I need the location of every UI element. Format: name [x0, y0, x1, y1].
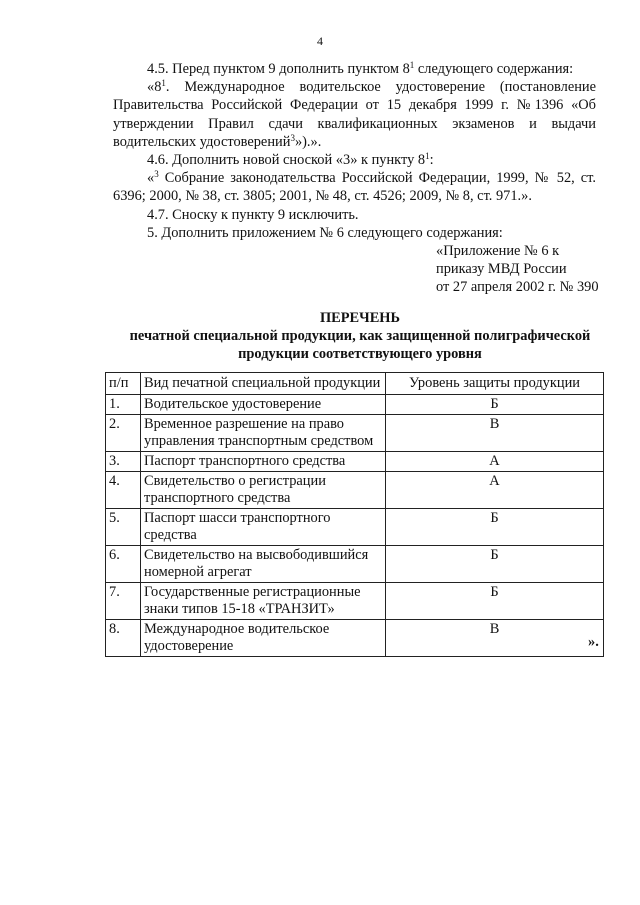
row-product: Свидетельство на высвободившийся номерной агрегат	[141, 546, 386, 583]
table-row	[106, 620, 604, 657]
row-product: Паспорт транспортного средства	[141, 452, 386, 472]
footnote-ref: 3	[290, 132, 295, 143]
text-run: «8	[147, 79, 162, 96]
row-number: 6.	[106, 546, 141, 583]
list-subtitle-line-2: продукции соответствующего уровня	[238, 346, 482, 362]
text-run: «	[147, 170, 155, 187]
superscript: 1	[409, 60, 415, 70]
row-number: 2.	[106, 415, 141, 452]
row-number: 4.	[106, 472, 141, 509]
page-number: 4	[317, 34, 323, 48]
text-run: :	[429, 152, 434, 169]
text-run: следующего содержания:	[414, 61, 574, 77]
superscript: 3	[154, 169, 159, 180]
amendment-text	[113, 60, 596, 242]
text-run: 4.5. Перед пунктом 9 дополнить пунктом 8	[147, 61, 410, 77]
row-level: Б	[386, 546, 604, 583]
text-run: Собрание законодательства Российской Федерации, 1999, № 52, ст. 6396; 2000, № 38, ст. 3805; 2001, № 48, ст. 4526; 2009, № 8, ст. 971.».	[113, 170, 596, 205]
row-level: В	[386, 620, 604, 657]
text-run: 4.6. Дополнить новой сноской «3» к пункту 8	[147, 152, 426, 169]
row-number: 8.	[106, 620, 141, 657]
row-level: Б	[386, 583, 604, 620]
row-level: А	[386, 472, 604, 509]
row-product: Временное разрешение на право управления транспортным средством	[141, 415, 386, 452]
table-row	[106, 509, 604, 546]
row-level: А	[386, 452, 604, 472]
table-row	[106, 472, 604, 509]
row-number: 1.	[106, 395, 141, 415]
table-row	[106, 452, 604, 472]
row-level: Б	[386, 395, 604, 415]
row-number: 5.	[106, 509, 141, 546]
header-product: Вид печатной специальной продукции	[141, 373, 386, 395]
row-product: Свидетельство о регистрации транспортного средства	[141, 472, 386, 509]
appendix-line: от 27 апреля 2002 г. № 390	[436, 279, 599, 296]
row-product: Водительское удостоверение	[141, 395, 386, 415]
table-row	[106, 546, 604, 583]
table-header-row	[106, 373, 604, 395]
text-run: »).».	[294, 133, 322, 150]
paragraph-5: 5. Дополнить приложением № 6 следующего содержания:	[147, 224, 503, 241]
row-level: В	[386, 415, 604, 452]
table-row	[106, 395, 604, 415]
paragraph-4-6	[113, 151, 596, 169]
appendix-line: приказу МВД России	[436, 261, 567, 278]
paragraph-8-1	[113, 78, 596, 151]
row-product: Паспорт шасси транспортного средства	[141, 509, 386, 546]
list-subtitle-line-1: печатной специальной продукции, как защищенной полиграфической	[129, 328, 591, 344]
header-protection-level: Уровень защиты продукции	[386, 373, 604, 395]
row-number: 7.	[106, 583, 141, 620]
header-number: п/п	[106, 373, 141, 395]
row-product: Международное водительское удостоверение	[141, 620, 386, 657]
table-row	[106, 583, 604, 620]
superscript: 1	[425, 151, 430, 162]
footnote-3	[113, 169, 596, 205]
text-run: . Международное водительское удостоверение (постановление Правительства Российской Федерации от 15 декабря 1999 г. №1396 «Об утверждении Правил сдачи квалификационных экзаменов и выдачи водительских удостоверений	[113, 79, 596, 150]
table-row	[106, 415, 604, 452]
paragraph-4-7: 4.7. Сноску к пункту 9 исключить.	[147, 206, 359, 223]
row-product: Государственные регистрационные знаки типов 15-18 «ТРАНЗИТ»	[141, 583, 386, 620]
products-table	[105, 372, 604, 657]
paragraph-4-5	[113, 60, 596, 78]
list-title: ПЕРЕЧЕНЬ	[319, 310, 401, 326]
appendix-line: «Приложение № 6 к	[436, 243, 560, 259]
appendix-caption	[436, 242, 599, 297]
closing-quote-mark: ».	[588, 634, 599, 650]
row-number: 3.	[106, 452, 141, 472]
row-level: Б	[386, 509, 604, 546]
superscript: 1	[161, 78, 166, 89]
